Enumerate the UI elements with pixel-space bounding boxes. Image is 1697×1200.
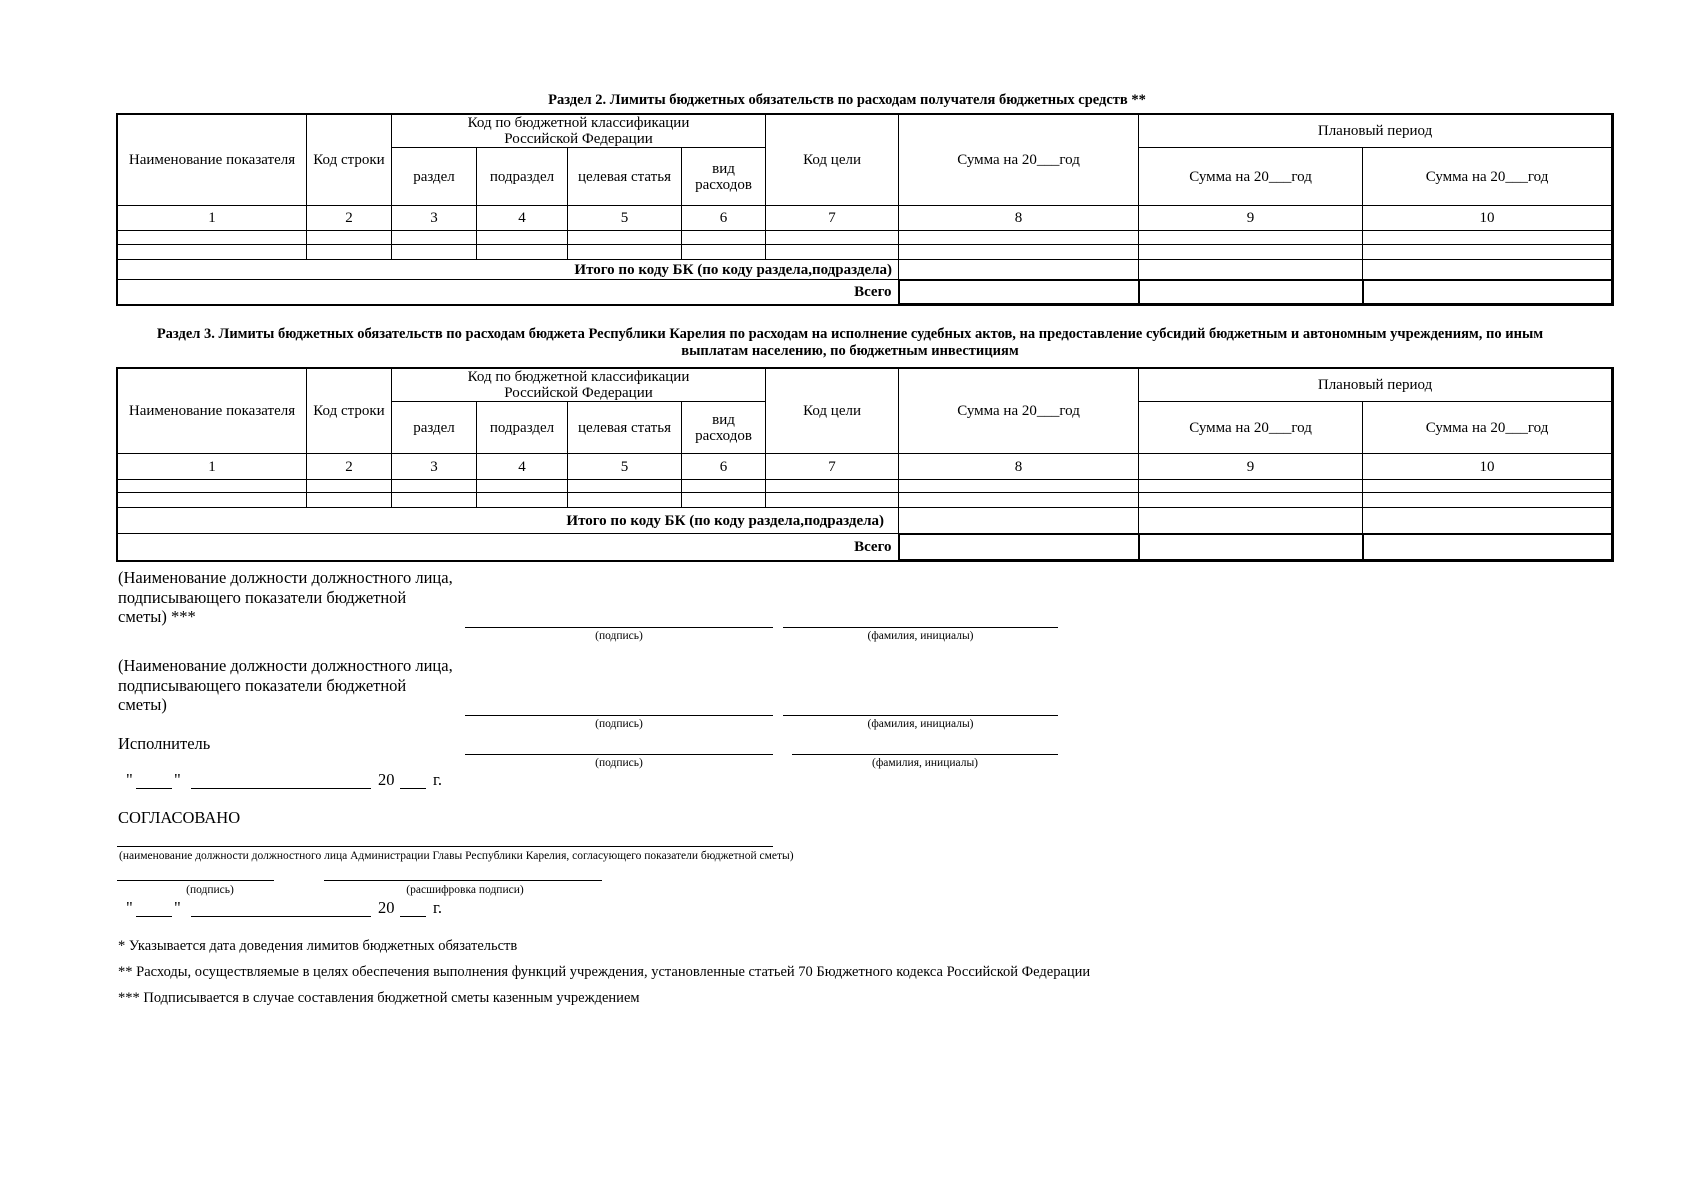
table-cell[interactable] — [766, 245, 899, 260]
podpis-caption: (подпись) — [595, 630, 643, 642]
table-cell[interactable] — [307, 480, 392, 493]
agreed-position-line[interactable] — [117, 846, 773, 847]
table-cell[interactable] — [392, 480, 477, 493]
colnum: 1 — [118, 454, 307, 480]
name-line[interactable] — [783, 627, 1058, 628]
familia-caption: (фамилия, инициалы) — [867, 718, 974, 730]
table-cell[interactable] — [477, 480, 568, 493]
table-cell[interactable] — [766, 480, 899, 493]
signature-line[interactable] — [465, 627, 773, 628]
familia-caption: (фамилия, инициалы) — [871, 757, 979, 769]
header-tselevaya: целевая статья — [568, 148, 682, 206]
date-month-line[interactable] — [191, 788, 371, 789]
colnum: 6 — [682, 454, 766, 480]
header-razdel: раздел — [392, 148, 477, 206]
table-cell[interactable] — [682, 245, 766, 260]
header-code-goal: Код цели — [766, 115, 899, 206]
vsego-label: Всего — [118, 534, 899, 560]
date-day-line[interactable] — [136, 916, 172, 917]
date-year-prefix: 20 — [378, 770, 395, 789]
colnum: 9 — [1139, 454, 1363, 480]
colnum: 7 — [766, 206, 899, 231]
signature-line[interactable] — [465, 754, 773, 755]
agreed-name-line[interactable] — [324, 880, 602, 881]
footnote-1: * Указывается дата доведения лимитов бюджетных обязательств — [118, 938, 518, 954]
itogo-cell[interactable] — [1363, 260, 1612, 280]
table-cell[interactable] — [392, 231, 477, 245]
soglasovano-label: СОГЛАСОВАНО — [118, 808, 241, 827]
itogo-cell[interactable] — [1139, 508, 1363, 534]
vsego-cell[interactable] — [1363, 280, 1612, 304]
table-cell[interactable] — [1363, 493, 1612, 508]
date-year-suffix: г. — [433, 898, 443, 917]
table-cell[interactable] — [118, 480, 307, 493]
table-cell[interactable] — [1139, 245, 1363, 260]
colnum: 2 — [307, 454, 392, 480]
header-name: Наименование показателя — [118, 369, 307, 454]
header-code-row: Код строки — [307, 115, 392, 206]
itogo-label: Итого по коду БК (по коду раздела,подраздела) — [118, 260, 899, 280]
table-cell[interactable] — [1139, 480, 1363, 493]
vsego-cell[interactable] — [899, 534, 1139, 560]
table-cell[interactable] — [568, 480, 682, 493]
header-plan-period: Плановый период — [1139, 115, 1612, 148]
table-cell[interactable] — [899, 245, 1139, 260]
date-quote-close: " — [174, 770, 181, 789]
header-bk-code: Код по бюджетной классификации Российской Федерации — [392, 369, 766, 402]
header-podrazdel: подраздел — [477, 402, 568, 454]
date-year-line[interactable] — [400, 916, 426, 917]
section3-title: Раздел 3. Лимиты бюджетных обязательств по расходам бюджета Республики Карелия по расходам на исполнение судебных актов, на предоставление субсидий бюджетным и автономным учреждениям, по иным выплатам населению, по бюджетным инвестициям — [156, 326, 1544, 359]
name-line[interactable] — [783, 715, 1058, 716]
table-row — [118, 493, 1612, 508]
familia-caption: (фамилия, инициалы) — [867, 630, 974, 642]
signer-position-label: (Наименование должности должностного лица, подписывающего показатели бюджетной сметы) *** — [118, 568, 453, 626]
table-cell[interactable] — [899, 231, 1139, 245]
header-code-row: Код строки — [307, 369, 392, 454]
agreed-position-caption: (наименование должности должностного лица Администрации Главы Республики Карелия, согласующего показатели бюджетной сметы) — [119, 850, 794, 862]
colnum: 5 — [568, 206, 682, 231]
date-year-prefix: 20 — [378, 898, 395, 917]
podpis-caption: (подпись) — [595, 718, 643, 730]
header-vid: вид расходов — [682, 148, 766, 206]
date-month-line[interactable] — [191, 916, 371, 917]
colnum: 6 — [682, 206, 766, 231]
date-quote-close: " — [174, 898, 181, 917]
date-day-line[interactable] — [136, 788, 172, 789]
table-cell[interactable] — [1139, 231, 1363, 245]
itogo-cell[interactable] — [899, 260, 1139, 280]
header-sum-year2: Сумма на 20___год — [1139, 148, 1363, 206]
itogo-label: Итого по коду БК (по коду раздела,подраздела) — [118, 508, 899, 534]
table-cell[interactable] — [899, 493, 1139, 508]
table-cell[interactable] — [392, 493, 477, 508]
table-cell[interactable] — [682, 231, 766, 245]
colnum: 2 — [307, 206, 392, 231]
colnum: 3 — [392, 454, 477, 480]
header-vid: вид расходов — [682, 402, 766, 454]
table-cell[interactable] — [568, 231, 682, 245]
table-cell[interactable] — [1363, 231, 1612, 245]
date-year-suffix: г. — [433, 770, 443, 789]
signer2-position-label: (Наименование должности должностного лица, подписывающего показатели бюджетной сметы) — [118, 656, 453, 714]
colnum: 4 — [477, 454, 568, 480]
header-plan-period: Плановый период — [1139, 369, 1612, 402]
table-row — [118, 245, 1612, 260]
header-tselevaya: целевая статья — [568, 402, 682, 454]
section2-table — [117, 114, 1613, 305]
table-cell[interactable] — [307, 245, 392, 260]
table-cell[interactable] — [118, 493, 307, 508]
table-cell[interactable] — [766, 493, 899, 508]
vsego-cell[interactable] — [899, 280, 1139, 304]
table-cell[interactable] — [682, 493, 766, 508]
table-cell[interactable] — [307, 231, 392, 245]
colnum: 4 — [477, 206, 568, 231]
vsego-cell[interactable] — [1139, 280, 1363, 304]
podpis-caption: (подпись) — [595, 757, 643, 769]
agreed-signature-line[interactable] — [117, 880, 274, 881]
colnum: 3 — [392, 206, 477, 231]
table-cell[interactable] — [477, 231, 568, 245]
header-bk-code: Код по бюджетной классификации Российской Федерации — [392, 115, 766, 148]
table-cell[interactable] — [899, 480, 1139, 493]
section2-title: Раздел 2. Лимиты бюджетных обязательств по расходам получателя бюджетных средств ** — [548, 92, 1146, 108]
date-quote-open: " — [126, 770, 133, 789]
vsego-label: Всего — [118, 280, 899, 304]
header-razdel: раздел — [392, 402, 477, 454]
table-cell[interactable] — [1363, 480, 1612, 493]
table-cell[interactable] — [1139, 493, 1363, 508]
itogo-cell[interactable] — [1363, 508, 1612, 534]
colnum: 7 — [766, 454, 899, 480]
agreed-podpis-caption: (подпись) — [186, 884, 234, 896]
colnum: 8 — [899, 206, 1139, 231]
colnum: 5 — [568, 454, 682, 480]
table-cell[interactable] — [1363, 245, 1612, 260]
footnote-3: *** Подписывается в случае составления бюджетной сметы казенным учреждением — [118, 990, 640, 1006]
header-sum-year3: Сумма на 20___год — [1363, 148, 1612, 206]
header-podrazdel: подраздел — [477, 148, 568, 206]
colnum: 8 — [899, 454, 1139, 480]
header-sum-year: Сумма на 20___год — [899, 115, 1139, 206]
section3-table — [117, 368, 1613, 561]
table-cell[interactable] — [307, 493, 392, 508]
table-cell[interactable] — [568, 245, 682, 260]
table-cell[interactable] — [477, 245, 568, 260]
name-line[interactable] — [792, 754, 1058, 755]
table-cell[interactable] — [118, 245, 307, 260]
table-cell[interactable] — [568, 493, 682, 508]
colnum: 1 — [118, 206, 307, 231]
vsego-cell[interactable] — [1363, 534, 1612, 560]
table-cell[interactable] — [477, 493, 568, 508]
agreed-rasshifrovka-caption: (расшифровка подписи) — [406, 884, 524, 896]
header-code-goal: Код цели — [766, 369, 899, 454]
header-name: Наименование показателя — [118, 115, 307, 206]
header-sum-year: Сумма на 20___год — [899, 369, 1139, 454]
vsego-cell[interactable] — [1139, 534, 1363, 560]
header-sum-year3: Сумма на 20___год — [1363, 402, 1612, 454]
itogo-cell[interactable] — [1139, 260, 1363, 280]
itogo-cell[interactable] — [899, 508, 1139, 534]
colnum: 10 — [1363, 206, 1612, 231]
table-cell[interactable] — [118, 231, 307, 245]
table-cell[interactable] — [682, 480, 766, 493]
footnote-2: ** Расходы, осуществляемые в целях обеспечения выполнения функций учреждения, установленные статьей 70 Бюджетного кодекса Российской Федерации — [118, 964, 1091, 980]
table-row — [118, 231, 1612, 245]
colnum: 10 — [1363, 454, 1612, 480]
table-row — [118, 480, 1612, 493]
table-cell[interactable] — [766, 231, 899, 245]
header-sum-year2: Сумма на 20___год — [1139, 402, 1363, 454]
date-quote-open: " — [126, 898, 133, 917]
date-year-line[interactable] — [400, 788, 426, 789]
signature-line[interactable] — [465, 715, 773, 716]
colnum: 9 — [1139, 206, 1363, 231]
table-cell[interactable] — [392, 245, 477, 260]
executor-label: Исполнитель — [118, 734, 211, 753]
